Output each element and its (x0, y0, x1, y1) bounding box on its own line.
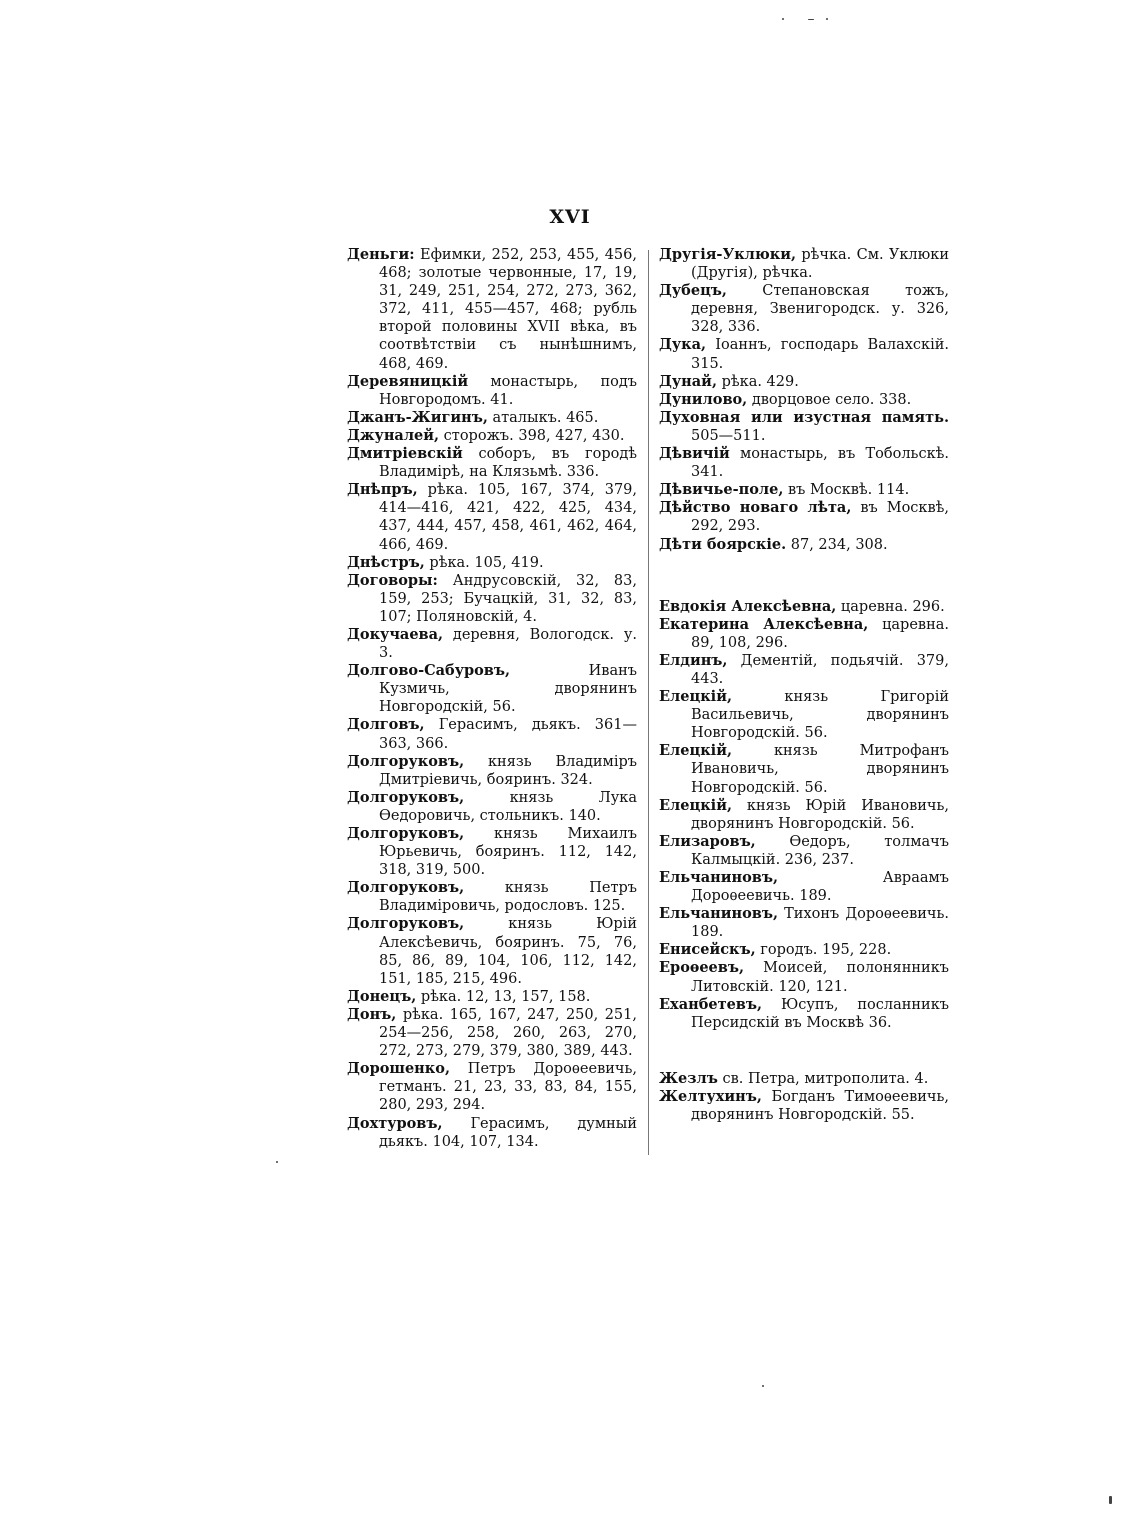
entry-references: Іоаннъ, господарь Валахскій. 315. (691, 337, 949, 372)
index-entry (347, 246, 637, 373)
scan-speck (1109, 1496, 1112, 1504)
index-entry (347, 879, 637, 915)
column-divider (648, 250, 649, 1155)
index-entry (347, 572, 637, 626)
entry-headword: Духовная или изустная память. (659, 408, 949, 426)
entry-headword: Долгоруковъ, (347, 879, 465, 897)
index-entry (659, 409, 949, 445)
entry-references: городъ. 195, 228. (755, 942, 892, 959)
index-entry (347, 662, 637, 716)
entry-headword: Дубецъ, (659, 282, 727, 300)
entry-references: Степановская тожъ, деревня, Звенигородск. у. 326, 328, 336. (691, 283, 949, 336)
index-entry (659, 616, 949, 652)
entry-references: Богданъ Тимоѳеевичь, дворянинъ Новгородскій. 55. (691, 1088, 949, 1124)
entry-references: рѣка. 429. (717, 373, 799, 390)
scan-speck (826, 18, 828, 20)
index-entry (347, 409, 637, 427)
entry-references: князь Петръ Владиміровичь, родословъ. 125. (379, 880, 637, 915)
entry-headword: Еханбетевъ, (659, 995, 763, 1013)
index-entry (347, 481, 637, 553)
entry-references: Авраамъ Дороѳеевичь. 189. (691, 870, 949, 905)
entry-headword: Елизаровъ, (659, 832, 756, 850)
index-entry (347, 445, 637, 481)
entry-references: Петръ Дороѳеевичь, гетманъ. 21, 23, 33, 83, 84, 155, 280, 293, 294. (379, 1061, 637, 1114)
entry-headword: Договоры: (347, 571, 438, 589)
entry-references: Герасимъ, дьякъ. 361—363, 366. (379, 717, 637, 752)
entry-references: князь Лука Ѳедоровичь, стольникъ. 140. (379, 789, 637, 824)
entry-references: аталыкъ. 465. (487, 409, 599, 426)
entry-references: Ефимки, 252, 253, 455, 456, 468; золотые червонные, 17, 19, 31, 249, 251, 254, 272, 273, 362, 372, 411, 455—457, 468; рубль второй половины XVII вѣка, въ соотвѣтствіи съ нынѣшнимъ, 468, 469. (379, 247, 637, 372)
entry-headword: Другія-Уклюки, (659, 246, 797, 263)
entry-headword: Елецкій, (659, 796, 732, 814)
entry-headword: Деревяницкій (347, 372, 469, 390)
index-entry (659, 598, 949, 616)
entry-headword: Дорошенко, (347, 1060, 450, 1078)
entry-references: Ѳедоръ, толмачъ Калмыцкій. 236, 237. (691, 833, 949, 868)
entry-references: рѣчка. См. Уклюки (Другія), рѣчка. (691, 247, 949, 282)
section-e (659, 598, 949, 1032)
entry-references: царевна. 89, 108, 296. (691, 616, 949, 651)
entry-references: князь Владиміръ Дмитріевичь, бояринъ. 324. (379, 753, 637, 788)
entry-references: сторожъ. 398, 427, 430. (439, 427, 625, 444)
index-entry (659, 246, 949, 282)
entry-headword: Донъ, (347, 1005, 397, 1023)
entry-references: деревня, Вологодск. у. 3. (379, 626, 637, 662)
entry-references: Тихонъ Дороѳеевичь. 189. (691, 906, 949, 941)
entry-headword: Дѣйство новаго лѣта, (659, 499, 852, 517)
entry-references: князь Григорій Васильевичь, дворянинъ Новгородскій. 56. (691, 689, 949, 742)
index-entry (347, 1006, 637, 1060)
entry-references: рѣка. 165, 167, 247, 250, 251, 254—256, 258, 260, 263, 270, 272, 273, 279, 379, 380, 389, 443. (379, 1006, 637, 1060)
entry-references: въ Москвѣ, 292, 293. (691, 500, 949, 535)
entry-headword: Долгово-Сабуровъ, (347, 662, 511, 680)
section-d (659, 246, 949, 554)
entry-references: дворцовое село. 338. (747, 391, 912, 408)
entry-references: Дементій, подьячій. 379, 443. (691, 652, 949, 687)
entry-references: князь Михаилъ Юрьевичь, бояринъ. 112, 142, 318, 319, 500. (379, 826, 637, 879)
index-entry (347, 753, 637, 789)
entry-references: св. Петра, митрополита. 4. (717, 1070, 929, 1087)
index-entry (659, 797, 949, 833)
scan-speck (782, 18, 784, 20)
entry-headword: Дунай, (659, 372, 717, 390)
entry-references: князь Юрій Ивановичь, дворянинъ Новгородскій. 56. (691, 797, 949, 832)
entry-headword: Джуналей, (347, 426, 440, 444)
index-column-right (659, 246, 949, 1124)
index-entry (659, 742, 949, 796)
section-gap (659, 554, 949, 598)
index-entry (659, 996, 949, 1032)
index-entry (659, 282, 949, 336)
index-entry (347, 1115, 637, 1151)
entry-references: соборъ, въ городѣ Владимірѣ, на Клязьмѣ. 336. (379, 446, 637, 481)
scan-speck (276, 1161, 278, 1163)
entry-references: Моисей, полонянникъ Литовскій. 120, 121. (691, 960, 949, 995)
index-column-left (347, 246, 637, 1151)
entry-references: 505—511. (691, 427, 766, 444)
entry-references: князь Митрофанъ Ивановичь, дворянинъ Новгородскій. 56. (691, 743, 949, 796)
entry-headword: Евдокія Алексѣевна, (659, 597, 837, 615)
entry-headword: Долгоруковъ, (347, 825, 465, 842)
entry-headword: Днѣстръ, (347, 553, 425, 571)
entry-headword: Днѣпръ, (347, 481, 418, 499)
index-entry (659, 959, 949, 995)
index-entry (347, 825, 637, 879)
entry-references: Герасимъ, думный дьякъ. 104, 107, 134. (379, 1115, 637, 1150)
index-entry (347, 789, 637, 825)
entry-references: Юсупъ, посланникъ Персидскій въ Москвѣ 36. (691, 996, 949, 1031)
entry-headword: Жезлъ (659, 1069, 718, 1087)
index-entry (659, 1088, 949, 1124)
entry-headword: Желтухинъ, (659, 1087, 762, 1105)
scan-speck (762, 1385, 764, 1387)
index-entry (659, 391, 949, 409)
index-entry (659, 905, 949, 941)
index-entry (347, 988, 637, 1006)
entry-headword: Ельчаниновъ, (659, 869, 779, 886)
entry-headword: Дука, (659, 336, 707, 354)
section-gap (659, 1032, 949, 1070)
entry-headword: Дѣвичій (659, 445, 730, 463)
entry-references: рѣка. 105, 419. (424, 554, 544, 571)
index-entry (659, 941, 949, 959)
index-entry (347, 915, 637, 987)
page-number: XVI (549, 206, 591, 228)
entry-headword: Долгоруковъ, (347, 915, 465, 933)
entry-headword: Екатерина Алексѣевна, (659, 615, 869, 633)
index-entry (659, 499, 949, 535)
scan-speck (808, 19, 814, 20)
index-entry (347, 716, 637, 752)
entry-headword: Енисейскъ, (659, 941, 756, 959)
entry-references: Иванъ Кузмичь, дворянинъ Новгородскій, 56. (379, 663, 637, 716)
entry-headword: Дѣти боярскіе. (659, 535, 787, 553)
entry-references: 87, 234, 308. (786, 536, 888, 553)
index-entry (659, 1070, 949, 1088)
index-entry (659, 652, 949, 688)
index-entry (659, 373, 949, 391)
index-entry (347, 626, 637, 662)
index-entry (659, 481, 949, 499)
entry-references: рѣка. 12, 13, 157, 158. (416, 988, 591, 1005)
index-entry (659, 869, 949, 905)
entry-references: князь Юрій Алексѣевичь, бояринъ. 75, 76, 85, 86, 89, 104, 106, 112, 142, 151, 185, 215, 496. (379, 916, 637, 987)
index-entry (347, 427, 637, 445)
entry-headword: Джанъ-Жигинъ, (347, 408, 488, 426)
index-entry (347, 373, 637, 409)
entry-headword: Елецкій, (659, 742, 732, 760)
entry-headword: Долговъ, (347, 716, 425, 734)
entry-references: царевна. 296. (836, 598, 945, 615)
index-entry (347, 1060, 637, 1114)
entry-references: Андрусовскій, 32, 83, 159, 253; Бучацкій, 31, 32, 83, 107; Поляновскій, 4. (379, 572, 637, 625)
entry-headword: Деньги: (347, 246, 415, 263)
entry-headword: Елецкій, (659, 688, 732, 706)
entry-references: въ Москвѣ. 114. (783, 482, 910, 499)
entry-headword: Долгоруковъ, (347, 752, 465, 770)
index-entry (659, 536, 949, 554)
entry-headword: Дуниловo, (659, 390, 748, 408)
entry-headword: Ероѳеевъ, (659, 959, 745, 977)
entry-headword: Докучаева, (347, 625, 444, 643)
entry-headword: Елдинъ, (659, 651, 728, 669)
entry-references: монастырь, въ Тобольскѣ. 341. (691, 446, 949, 481)
index-entry (659, 833, 949, 869)
entry-headword: Дмитріевскій (347, 445, 463, 463)
index-entry (659, 336, 949, 372)
index-entry (659, 688, 949, 742)
entry-headword: Дѣвичье-поле, (659, 481, 784, 499)
entry-headword: Дохтуровъ, (347, 1114, 443, 1132)
index-entry (659, 445, 949, 481)
section-zh (659, 1070, 949, 1124)
entry-headword: Долгоруковъ, (347, 788, 465, 806)
entry-headword: Ельчаниновъ, (659, 905, 779, 923)
entry-headword: Донецъ, (347, 987, 417, 1005)
index-entry (347, 554, 637, 572)
entry-references: монастырь, подъ Новгородомъ. 41. (379, 373, 637, 408)
entry-references: рѣка. 105, 167, 374, 379, 414—416, 421, 422, 425, 434, 437, 444, 457, 458, 461, 462, 464, 466, 469. (379, 482, 637, 553)
